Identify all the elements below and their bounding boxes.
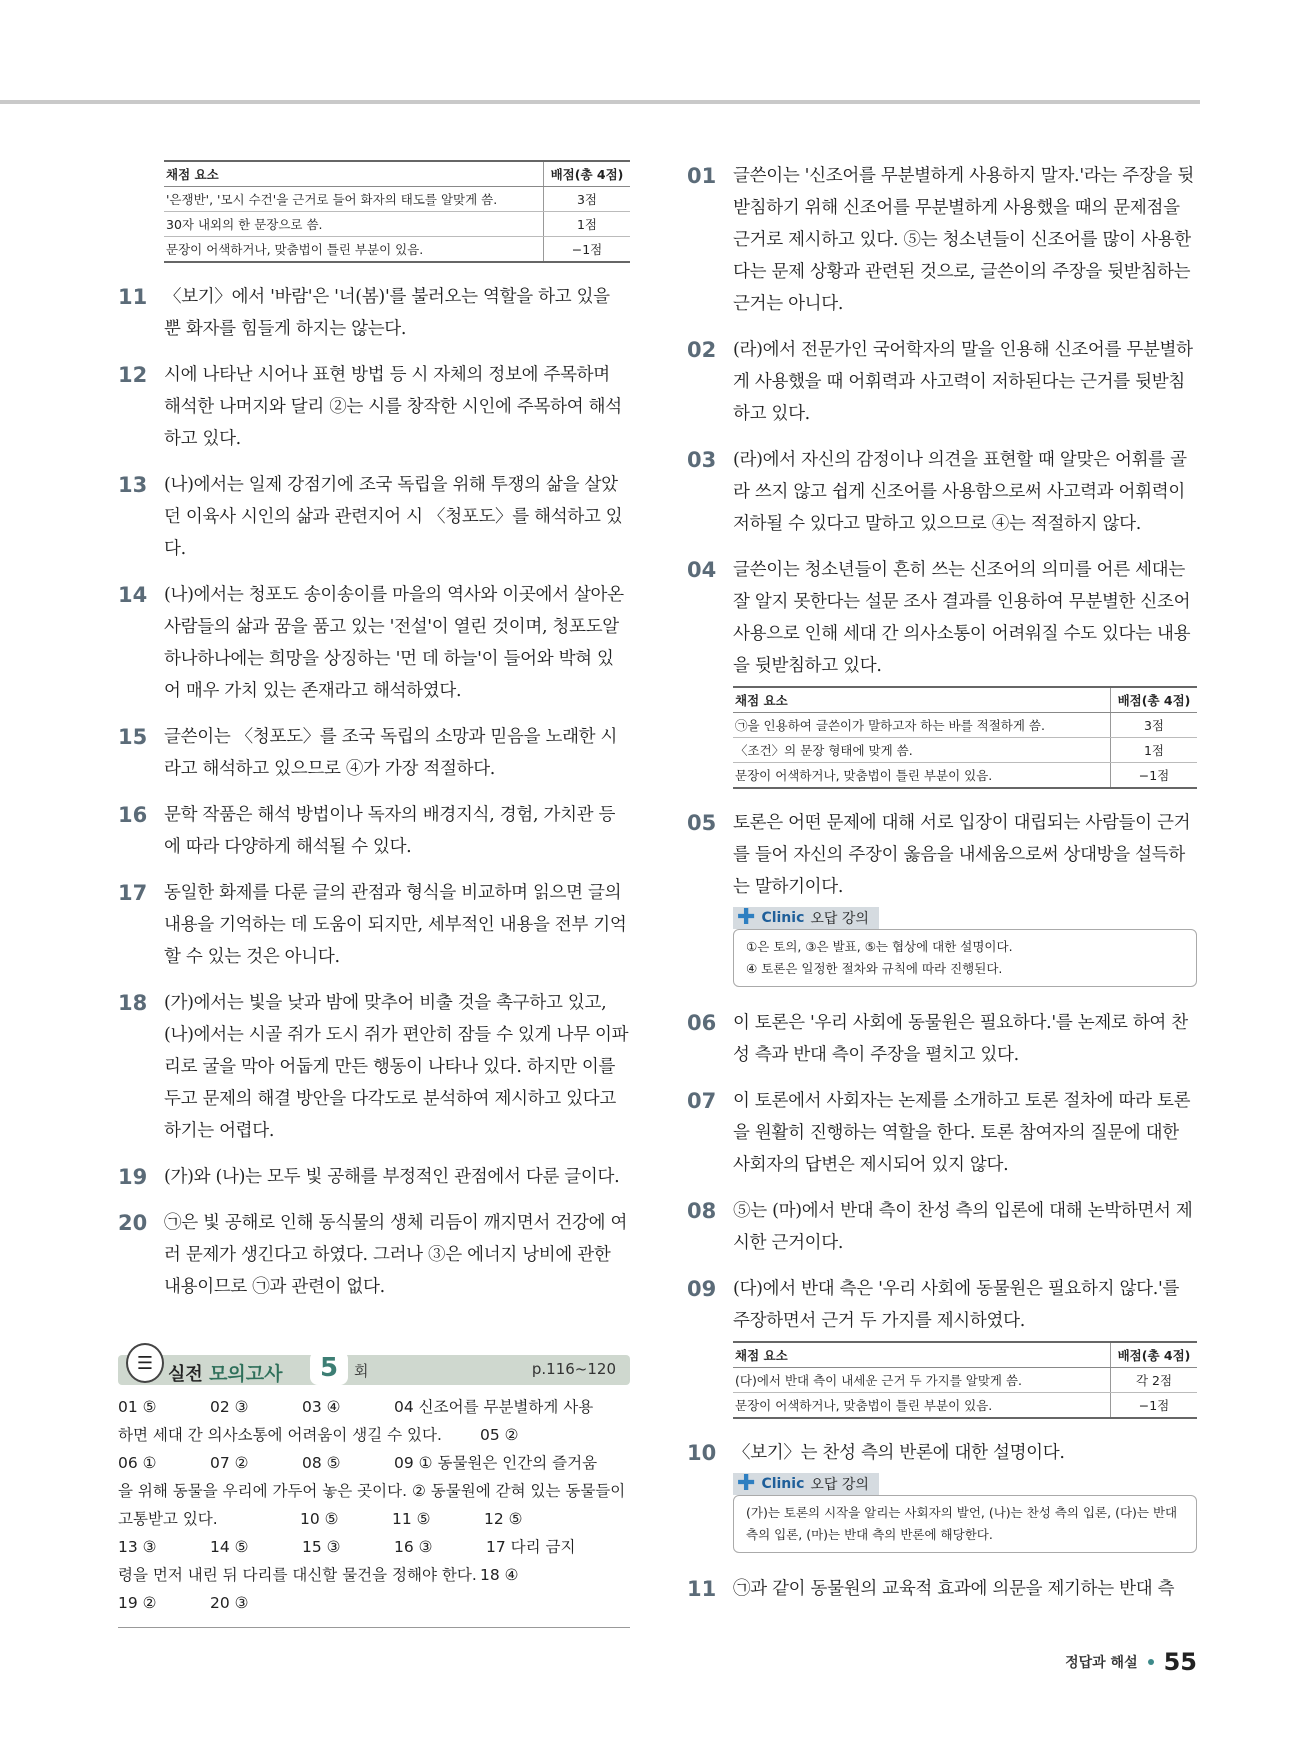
- item-text: (나)에서는 청포도 송이송이를 마을의 역사와 이곳에서 살아온 사람들의 삶과 꿈을 품고 있는 '전설'이 열린 것이며, 청포도알 하나하나에는 희망을 상징하는 '먼 데 하늘'이 들어와 박혀 있어 매우 가치 있는 존재라고 해석하였다.: [164, 585, 624, 701]
- scoring-table: [733, 686, 1197, 789]
- answer-item: [687, 554, 1197, 682]
- answer-cell: 12 ⑤: [484, 1510, 523, 1528]
- answer-cell: 고통받고 있다.: [118, 1510, 218, 1528]
- answer-item: [687, 334, 1197, 430]
- clinic-body: [733, 1495, 1197, 1553]
- answer-cell: 을 위해 동물을 우리에 가두어 놓은 곳이다. ② 동물원에 갇혀 있는 동물들이: [118, 1482, 626, 1500]
- table-cell: −1점: [544, 237, 631, 263]
- answer-item: [118, 1207, 630, 1303]
- item-text: 이 토론에서 사회자는 논제를 소개하고 토론 절차에 따라 토론을 원활히 진행하는 역할을 한다. 토론 참여자의 질문에 대한 사회자의 답변은 제시되어 있지 않다.: [733, 1091, 1191, 1175]
- plus-icon: ✚: [737, 905, 756, 930]
- answer-cell: 하면 세대 간 의사소통에 어려움이 생길 수 있다.: [118, 1426, 442, 1444]
- answer-row: [118, 1589, 630, 1617]
- clinic-body: [733, 929, 1197, 987]
- item-number: 08: [687, 1199, 717, 1223]
- left-column: [118, 160, 630, 1628]
- table-cell: −1점: [1111, 763, 1198, 789]
- item-number: 02: [687, 338, 717, 362]
- answer-row: [118, 1561, 630, 1589]
- clinic-box: [733, 907, 1197, 987]
- item-text: ㉠과 같이 동물원의 교육적 효과에 의문을 제기하는 반대 측: [733, 1579, 1175, 1599]
- answer-cell: 령을 먼저 내린 뒤 다리를 대신할 물건을 정해야 한다.: [118, 1566, 477, 1584]
- clinic-line: (가)는 토론의 시작을 알리는 사회자의 발언, (나)는 찬성 측의 입론, (다)는 반대 측의 입론, (마)는 반대 측의 반론에 해당한다.: [746, 1505, 1178, 1542]
- answer-cell: 13 ③: [118, 1538, 157, 1556]
- mock-test-banner: [118, 1343, 630, 1389]
- banner-hoe: 회: [354, 1362, 369, 1380]
- clinic-tab: [733, 907, 879, 929]
- answer-key: [118, 1393, 630, 1628]
- scoring-table: [164, 160, 630, 263]
- item-number: 16: [118, 803, 148, 827]
- item-number: 06: [687, 1011, 717, 1035]
- plus-icon: ✚: [737, 1471, 756, 1496]
- answer-item: [687, 1273, 1197, 1337]
- clinic-line: ④ 토론은 일정한 절차와 규칙에 따라 진행된다.: [746, 961, 1003, 976]
- answer-row: [118, 1533, 630, 1561]
- answer-cell: 14 ⑤: [210, 1538, 249, 1556]
- item-number: 11: [118, 285, 148, 309]
- item-text: 글쓴이는 청소년들이 흔히 쓰는 신조어의 의미를 어른 세대는 잘 알지 못한다는 설문 조사 결과를 인용하여 무분별한 신조어 사용으로 인해 세대 간 의사소통이 어려워질 수도 있다는 내용을 뒷받침하고 있다.: [733, 560, 1191, 676]
- table-cell: '은쟁반', '모시 수건'을 근거로 들어 화자의 태도를 알맞게 씀.: [164, 187, 544, 212]
- clinic-box: [733, 1473, 1197, 1553]
- banner-number: 5: [310, 1351, 348, 1385]
- answer-item: [687, 444, 1197, 540]
- table-head-points: 배점(총 4점): [1111, 1342, 1198, 1368]
- table-head-item: 채점 요소: [733, 1342, 1111, 1368]
- table-cell: (다)에서 반대 측이 내세운 근거 두 가지를 알맞게 씀.: [733, 1368, 1111, 1393]
- item-text: (가)와 (나)는 모두 빛 공해를 부정적인 관점에서 다룬 글이다.: [164, 1167, 620, 1187]
- clinic-subtitle: 오답 강의: [810, 1477, 869, 1493]
- item-text: 글쓴이는 〈청포도〉를 조국 독립의 소망과 믿음을 노래한 시라고 해석하고 있으므로 ④가 가장 적절하다.: [164, 727, 618, 779]
- table-cell: 3점: [544, 187, 631, 212]
- item-number: 03: [687, 448, 717, 472]
- item-number: 05: [687, 811, 717, 835]
- item-text: 이 토론은 '우리 사회에 동물원은 필요하다.'를 논제로 하여 찬성 측과 반대 측이 주장을 펼치고 있다.: [733, 1013, 1188, 1065]
- answer-item: [687, 160, 1197, 320]
- answer-item: [687, 1007, 1197, 1071]
- answer-item: [118, 281, 630, 345]
- footer-label: 정답과 해설: [1065, 1655, 1138, 1671]
- answer-cell: 03 ④: [302, 1398, 341, 1416]
- answer-item: [687, 807, 1197, 903]
- item-number: 17: [118, 881, 148, 905]
- table-cell: 〈조건〉의 문장 형태에 맞게 씀.: [733, 738, 1111, 763]
- item-number: 15: [118, 725, 148, 749]
- banner-title: [168, 1359, 282, 1386]
- clinic-tab: [733, 1473, 879, 1495]
- answer-item: [118, 799, 630, 863]
- table-head-item: 채점 요소: [164, 161, 544, 187]
- banner-title-prefix: 실전: [168, 1364, 203, 1385]
- item-text: ⑤는 (마)에서 반대 측이 찬성 측의 입론에 대해 논박하면서 제시한 근거이다.: [733, 1201, 1193, 1253]
- answer-cell: 08 ⑤: [302, 1454, 341, 1472]
- item-number: 20: [118, 1211, 148, 1235]
- answer-row: [118, 1505, 630, 1533]
- answer-item: [118, 469, 630, 565]
- clinic-subtitle: 오답 강의: [810, 911, 869, 927]
- answer-cell: 04 신조어를 무분별하게 사용: [394, 1398, 594, 1416]
- scoring-table: [733, 1341, 1197, 1419]
- answer-item: [118, 1161, 630, 1193]
- answer-cell: 15 ③: [302, 1538, 341, 1556]
- answer-cell: 05 ②: [480, 1426, 519, 1444]
- answer-cell: 18 ④: [480, 1566, 519, 1584]
- answer-cell: 11 ⑤: [392, 1510, 431, 1528]
- table-head-points: 배점(총 4점): [1111, 687, 1198, 713]
- item-number: 04: [687, 558, 717, 582]
- table-cell: 1점: [544, 212, 631, 237]
- answer-cell: 07 ②: [210, 1454, 249, 1472]
- top-rule: [0, 100, 1200, 104]
- answer-item: [118, 721, 630, 785]
- item-text: 문학 작품은 해석 방법이나 독자의 배경지식, 경험, 가치관 등에 따라 다양하게 해석될 수 있다.: [164, 805, 616, 857]
- answer-item: [687, 1085, 1197, 1181]
- answer-item: [687, 1437, 1197, 1469]
- answer-cell: 17 다리 금지: [486, 1538, 576, 1556]
- answer-cell: 01 ⑤: [118, 1398, 157, 1416]
- item-text: (라)에서 전문가인 국어학자의 말을 인용해 신조어를 무분별하게 사용했을 때 어휘력과 사고력이 저하된다는 근거를 뒷받침하고 있다.: [733, 340, 1193, 424]
- table-cell: 1점: [1111, 738, 1198, 763]
- item-number: 07: [687, 1089, 717, 1113]
- item-text: (나)에서는 일제 강점기에 조국 독립을 위해 투쟁의 삶을 살았던 이육사 시인의 삶과 관련지어 시 〈청포도〉를 해석하고 있다.: [164, 475, 623, 559]
- banner-pages: p.116~120: [531, 1360, 616, 1378]
- item-text: 동일한 화제를 다룬 글의 관점과 형식을 비교하며 읽으면 글의 내용을 기억하는 데 도움이 되지만, 세부적인 내용을 전부 기억할 수 있는 것은 아니다.: [164, 883, 627, 967]
- item-number: 01: [687, 164, 717, 188]
- banner-title-highlight: 모의고사: [209, 1363, 283, 1385]
- table-head-points: 배점(총 4점): [544, 161, 631, 187]
- clinic-title: Clinic: [761, 910, 805, 926]
- item-text: (다)에서 반대 측은 '우리 사회에 동물원은 필요하지 않다.'를 주장하면서 근거 두 가지를 제시하였다.: [733, 1279, 1180, 1331]
- item-text: 글쓴이는 '신조어를 무분별하게 사용하지 말자.'라는 주장을 뒷받침하기 위해 신조어를 무분별하게 사용했을 때의 문제점을 근거로 제시하고 있다. ⑤는 청소년들이 신조어를 많이 사용한다는 문제 상황과 관련된 것으로, 글쓴이의 주장을 뒷받침하는 근거는 아니다.: [733, 166, 1194, 314]
- table-head-item: 채점 요소: [733, 687, 1111, 713]
- answer-row: [118, 1393, 630, 1421]
- scoring-table-wrap: [733, 1341, 1197, 1419]
- answer-cell: 16 ③: [394, 1538, 433, 1556]
- answer-row: [118, 1449, 630, 1477]
- answer-cell: 09 ① 동물원은 인간의 즐거움: [394, 1454, 598, 1472]
- bullet-dot: [1148, 1659, 1154, 1665]
- table-cell: 문장이 어색하거나, 맞춤법이 틀린 부분이 있음.: [733, 763, 1111, 789]
- item-number: 12: [118, 363, 148, 387]
- item-text: 〈보기〉는 찬성 측의 반론에 대한 설명이다.: [733, 1443, 1065, 1463]
- item-number: 19: [118, 1165, 148, 1189]
- answer-row: [118, 1421, 630, 1449]
- answer-cell: 10 ⑤: [300, 1510, 339, 1528]
- item-number: 09: [687, 1277, 717, 1301]
- table-cell: −1점: [1111, 1393, 1198, 1419]
- right-column: [687, 160, 1197, 1619]
- item-text: ㉠은 빛 공해로 인해 동식물의 생체 리듬이 깨지면서 건강에 여러 문제가 생긴다고 하였다. 그러나 ③은 에너지 낭비에 관한 내용이므로 ㉠과 관련이 없다.: [164, 1213, 628, 1297]
- clinic-title: Clinic: [761, 1476, 805, 1492]
- table-cell: 3점: [1111, 713, 1198, 738]
- answer-item: [687, 1573, 1197, 1605]
- item-text: 시에 나타난 시어나 표현 방법 등 시 자체의 정보에 주목하며 해석한 나머지와 달리 ②는 시를 창작한 시인에 주목하여 해석하고 있다.: [164, 365, 622, 449]
- answer-cell: 19 ②: [118, 1594, 157, 1612]
- answer-item: [687, 1195, 1197, 1259]
- answer-item: [118, 877, 630, 973]
- answer-cell: 06 ①: [118, 1454, 157, 1472]
- table-cell: ㉠을 인용하여 글쓴이가 말하고자 하는 바를 적절하게 씀.: [733, 713, 1111, 738]
- scoring-table-wrap: [733, 686, 1197, 789]
- item-number: 14: [118, 583, 148, 607]
- table-cell: 문장이 어색하거나, 맞춤법이 틀린 부분이 있음.: [733, 1393, 1111, 1419]
- answer-item: [118, 359, 630, 455]
- answer-item: [118, 987, 630, 1147]
- clinic-line: ①은 토의, ③은 발표, ⑤는 협상에 대한 설명이다.: [746, 939, 1013, 954]
- page-number: 55: [1163, 1648, 1197, 1676]
- checklist-icon: ☰: [126, 1343, 164, 1383]
- item-number: 11: [687, 1577, 717, 1601]
- table-cell: 30자 내외의 한 문장으로 씀.: [164, 212, 544, 237]
- item-text: 〈보기〉에서 '바람'은 '너(봄)'를 불러오는 역할을 하고 있을 뿐 화자를 힘들게 하지는 않는다.: [164, 287, 610, 339]
- item-number: 10: [687, 1441, 717, 1465]
- item-number: 13: [118, 473, 148, 497]
- item-text: 토론은 어떤 문제에 대해 서로 입장이 대립되는 사람들이 근거를 들어 자신의 주장이 옳음을 내세움으로써 상대방을 설득하는 말하기이다.: [733, 813, 1191, 897]
- answer-cell: 20 ③: [210, 1594, 249, 1612]
- table-cell: 각 2점: [1111, 1368, 1198, 1393]
- answer-row: [118, 1477, 630, 1505]
- table-cell: 문장이 어색하거나, 맞춤법이 틀린 부분이 있음.: [164, 237, 544, 263]
- answer-cell: 02 ③: [210, 1398, 249, 1416]
- answer-item: [118, 579, 630, 707]
- page-footer: [1065, 1648, 1197, 1676]
- item-number: 18: [118, 991, 148, 1015]
- item-text: (라)에서 자신의 감정이나 의견을 표현할 때 알맞은 어휘를 골라 쓰지 않고 쉽게 신조어를 사용함으로써 사고력과 어휘력이 저하될 수 있다고 말하고 있으므로 ④는 적절하지 않다.: [733, 450, 1187, 534]
- item-text: (가)에서는 빛을 낮과 밤에 맞추어 비출 것을 촉구하고 있고, (나)에서는 시골 쥐가 도시 쥐가 편안히 잠들 수 있게 나무 이파리로 굴을 막아 어둡게 만든 행동이 나타나 있다. 하지만 이를 두고 문제의 해결 방안을 다각도로 분석하여 제시하고 있다고 하기는 어렵다.: [164, 993, 629, 1141]
